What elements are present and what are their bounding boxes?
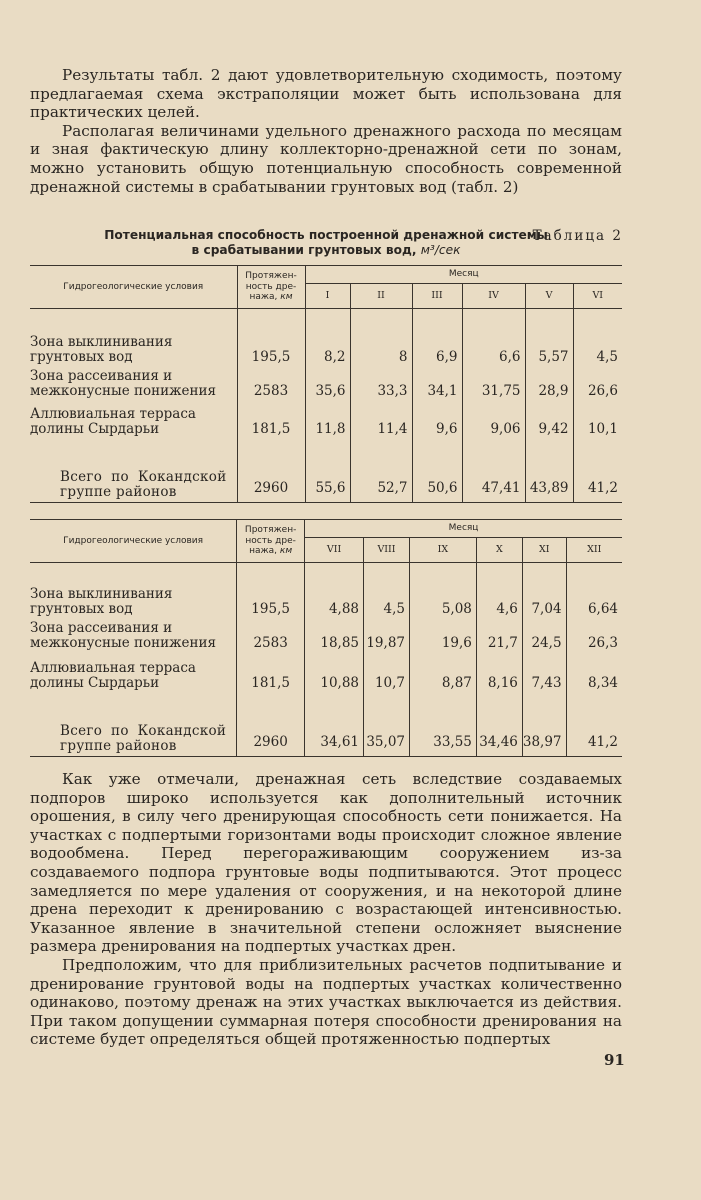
- header-month-cell: X: [476, 538, 522, 563]
- cell-value: 11,4: [350, 399, 412, 437]
- row-label: Зона выклинивания грунтовых вод: [30, 563, 237, 617]
- row-label-total: Всего по Кокандской группе районов: [30, 437, 237, 503]
- paragraph: Результаты табл. 2 дают удовлетворительную сходимость, поэтому предлагаемая схема экстраполяции может быть использована для практических целей.: [30, 66, 622, 122]
- header-length: [237, 520, 305, 563]
- row-label: Зона рассеивания и межконусные понижения: [30, 617, 237, 651]
- cell-value: 35,07: [364, 691, 410, 757]
- cell-value: 4,88: [305, 563, 364, 617]
- header-conditions-text: Гидрогеологические условия: [63, 281, 204, 292]
- header-conditions-text: Гидрогеологические условия: [63, 535, 204, 546]
- header-length-text: Протяжен-ность дре-нажа,: [244, 525, 297, 557]
- table-row: [30, 563, 622, 617]
- cell-value: 9,6: [412, 399, 462, 437]
- cell-length: 181,5: [237, 651, 305, 691]
- table-months-1-6: [30, 265, 622, 503]
- row-label: Аллювиальная терраса долины Сырдарьи: [30, 651, 237, 691]
- table-row-total: [30, 691, 622, 757]
- header-month-cell: III: [412, 284, 462, 309]
- cell-length: 2583: [237, 617, 305, 651]
- cell-value: 34,1: [412, 365, 462, 399]
- cell-value: 5,08: [410, 563, 477, 617]
- cell-value: 7,43: [522, 651, 566, 691]
- paragraph: Предположим, что для приблизительных расчетов подпитывание и дренирование грунтовой воды на подпертых участках количественно одинаково, поэтому дренаж на этих участках выключается из действия. При таком допущении суммарная потеря способности дренирования на системе будет определяться общей протяженностью подпертых: [30, 955, 622, 1049]
- cell-value: 28,9: [525, 365, 573, 399]
- header-conditions: [30, 266, 237, 309]
- row-label: Аллювиальная терраса долины Сырдарьи: [30, 399, 237, 437]
- header-month-cell: XI: [522, 538, 566, 563]
- header-length-unit: км: [279, 546, 293, 557]
- body-text: [30, 770, 622, 1049]
- header-length-unit: км: [280, 292, 293, 303]
- cell-length: 2960: [237, 437, 305, 503]
- table-row: [30, 365, 622, 399]
- cell-value: 7,04: [522, 563, 566, 617]
- cell-value: 8: [350, 309, 412, 365]
- cell-value: 19,6: [410, 617, 477, 651]
- cell-value: 34,61: [305, 691, 364, 757]
- cell-value: 10,1: [587, 420, 618, 437]
- cell-length: 2960: [237, 691, 305, 757]
- header-month-cell: VI: [573, 284, 622, 309]
- table-row: [30, 617, 622, 651]
- cell-value: 8,16: [476, 651, 522, 691]
- table-row: [30, 399, 622, 437]
- cell-value: 50,6: [412, 437, 462, 503]
- cell-value: 24,5: [522, 617, 566, 651]
- cell-value: 8,34: [587, 674, 618, 691]
- cell-value: 34,46: [476, 691, 522, 757]
- cell-value: 38,97: [522, 691, 566, 757]
- cell-length: 195,5: [237, 563, 305, 617]
- table-row: [30, 309, 622, 365]
- header-month-cell: VIII: [364, 538, 410, 563]
- table-title-line2: [30, 243, 622, 258]
- cell-length: 181,5: [237, 399, 305, 437]
- header-conditions: [30, 520, 237, 563]
- cell-value: 4,5: [364, 563, 410, 617]
- header-month-cell: V: [525, 284, 573, 309]
- cell-value: 9,42: [525, 399, 573, 437]
- cell-value: 41,2: [566, 691, 622, 757]
- cell-value: 10,88: [305, 651, 364, 691]
- header-length-text: Протяжен-ность дре-нажа,: [245, 271, 297, 303]
- row-label-total: Всего по Кокандской группе районов: [30, 691, 237, 757]
- cell-value: 6,9: [412, 309, 462, 365]
- cell-value: 35,6: [305, 365, 350, 399]
- table-title-line1: Потенциальная способность построенной дренажной системы: [104, 228, 548, 242]
- cell-value: 33,3: [350, 365, 412, 399]
- cell-value: 10,7: [364, 651, 410, 691]
- cell-length: 2583: [237, 365, 305, 399]
- cell-value: 6,64: [587, 600, 618, 617]
- cell-value: 55,6: [305, 437, 350, 503]
- header-month-cell: XII: [566, 538, 622, 563]
- table-title-line2-text: в срабатывании грунтовых вод,: [191, 243, 417, 257]
- header-month-cell: IX: [410, 538, 477, 563]
- cell-value: 33,55: [410, 691, 477, 757]
- row-label: Зона рассеивания и межконусные понижения: [30, 365, 237, 399]
- cell-value: 52,7: [350, 437, 412, 503]
- header-month-cell: II: [350, 284, 412, 309]
- paragraph: Располагая величинами удельного дренажного расхода по месяцам и зная фактическую длину коллекторно-дренажной сети по зонам, можно установить общую потенциальную способность современной дренажной системы в срабатывании грунтовых вод (табл. 2): [30, 121, 622, 196]
- cell-value: 11,8: [305, 399, 350, 437]
- table-title-unit: м³/сек: [420, 243, 461, 257]
- cell-value: 4,6: [476, 563, 522, 617]
- table-row: [30, 651, 622, 691]
- cell-value: 43,89: [525, 437, 573, 503]
- row-label: Зона выклинивания грунтовых вод: [30, 309, 237, 365]
- cell-length: 195,5: [237, 309, 305, 365]
- cell-value: 31,75: [462, 365, 525, 399]
- cell-value: 41,2: [573, 437, 622, 503]
- cell-value: 8,87: [410, 651, 477, 691]
- cell-value: 26,6: [587, 382, 618, 399]
- cell-value: 9,06: [462, 399, 525, 437]
- intro-text: [30, 66, 622, 196]
- table-label: Таблица 2: [532, 228, 623, 244]
- header-length: [237, 266, 305, 309]
- cell-value: 26,3: [587, 634, 618, 651]
- table-row-total: [30, 437, 622, 503]
- cell-value: 5,57: [525, 309, 573, 365]
- header-month-cell: IV: [462, 284, 525, 309]
- page-number: 91: [604, 1051, 625, 1069]
- table-title: [30, 228, 622, 258]
- table-months-7-12: [30, 519, 622, 757]
- header-month-cell: I: [305, 284, 350, 309]
- header-month: Месяц: [305, 266, 622, 284]
- cell-value: 8,2: [305, 309, 350, 365]
- cell-value: 18,85: [305, 617, 364, 651]
- header-month-cell: VII: [305, 538, 364, 563]
- cell-value: 6,6: [462, 309, 525, 365]
- cell-value: 47,41: [462, 437, 525, 503]
- cell-value: 4,5: [596, 348, 618, 365]
- cell-value: 21,7: [476, 617, 522, 651]
- cell-value: 19,87: [364, 617, 410, 651]
- paragraph: Как уже отмечали, дренажная сеть вследствие создаваемых подпоров широко используется как дополнительный источник орошения, в силу чего дренирующая способность сети понижается. На участках с подпертыми горизонтами воды происходит сложное явление водообмена. Перед перегораживающим сооружением из-за создаваемого подпора грунтовые воды подпитываются. Этот процесс замедляется по мере удаления от сооружения, и на некоторой длине дрена переходит к дренированию с возрастающей интенсивностью. Указанное явление в значительной степени осложняет выяснение размера дренирования на подпертых участках дрен.: [30, 770, 622, 956]
- header-month: Месяц: [305, 520, 622, 538]
